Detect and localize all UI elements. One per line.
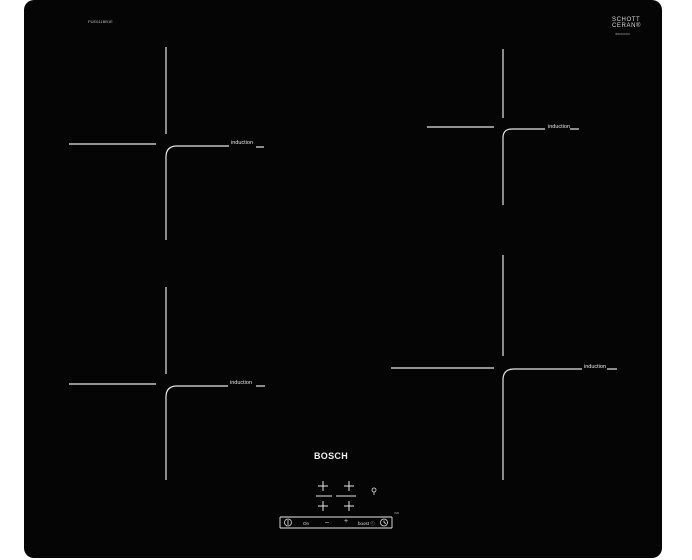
zone-label-top-right: induction [548, 124, 571, 130]
indicator-small-label: IND [394, 511, 400, 515]
zone-label-bottom-left: induction [230, 380, 253, 386]
zone-select-bottom-left-button[interactable] [316, 499, 330, 513]
on-off-button[interactable] [298, 517, 316, 528]
plus-button[interactable] [338, 517, 354, 528]
zone-markings [24, 0, 662, 558]
model-code: PUE611BB1E [88, 19, 113, 24]
minus-button[interactable] [320, 517, 336, 528]
cooktop-glass [24, 0, 662, 558]
plus-label: + [344, 518, 349, 525]
boost-button[interactable] [356, 517, 376, 528]
boost-label: boost ⓒ [358, 521, 375, 526]
minus-label: – [325, 519, 329, 526]
glass-brand-line2: CERAN® [612, 23, 642, 29]
timer-button[interactable] [378, 517, 390, 528]
glass-brand-line1: SCHOTT [612, 17, 641, 23]
zone-select-top-left-button[interactable] [316, 479, 330, 493]
zone-label-top-left: induction [231, 140, 254, 146]
on-off-label: On [303, 521, 310, 526]
zone-select-top-right-button[interactable] [342, 479, 356, 493]
brand-logo: BOSCH [314, 451, 349, 461]
power-button[interactable] [282, 517, 294, 528]
zone-label-bottom-right: induction [584, 364, 607, 370]
glass-brand-logo [612, 17, 641, 29]
glass-brand-code: IBR000000 [615, 32, 631, 36]
heat-indicator-icon [372, 488, 376, 495]
zone-select-bottom-right-button[interactable] [342, 499, 356, 513]
